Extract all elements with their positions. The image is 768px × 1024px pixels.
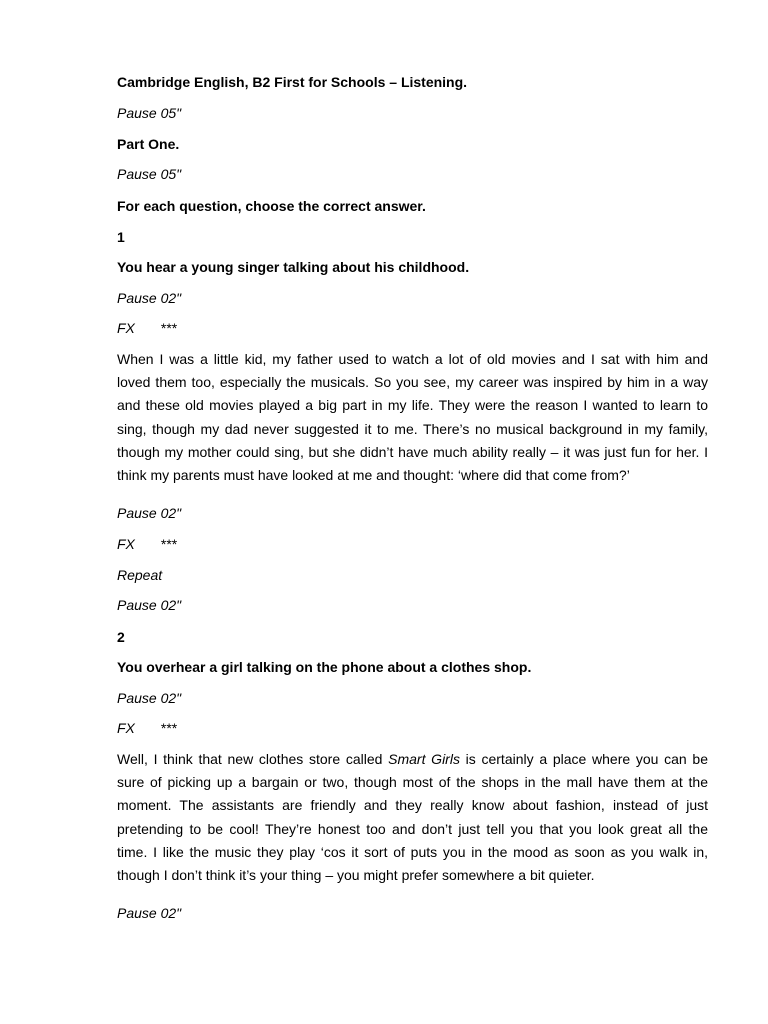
transcript-line: sure of picking up a bargain or two, though most of the shops in the mall have them at the [117,774,708,791]
transcript-paragraph [117,748,708,887]
fx-cue [117,720,177,737]
fx-label: FX [117,536,135,552]
store-name: Smart Girls [388,751,460,767]
document-title: Cambridge English, B2 First for Schools – Listening. [117,74,468,90]
transcript-text: is certainly a place where you can be [459,751,708,767]
transcript-line: moment. The assistants are friendly and they really know about fashion, instead of just [117,797,708,814]
pause-label: Pause 02" [117,905,182,921]
transcript-line: and these old movies played a big part in my life. They were the reason I wanted to learn to [117,397,708,414]
pause-label: Pause 02" [117,690,182,706]
transcript-text: Well, I think that new clothes store called [117,751,389,767]
question-prompt: You hear a young singer talking about his childhood. [117,259,470,275]
fx-stars: *** [160,320,178,336]
fx-stars: *** [160,536,178,552]
fx-cue [117,536,177,553]
transcript-line: loved them too, especially the musicals. So you see, my career was inspired by him in a way [117,374,708,391]
transcript-line [117,748,708,771]
fx-cue [117,320,177,337]
instruction-text: For each question, choose the correct answer. [117,198,426,214]
pause-label: Pause 02" [117,290,182,306]
question-number: 2 [117,629,125,645]
part-heading: Part One. [117,136,180,152]
repeat-label: Repeat [117,567,163,583]
transcript-line: sing, though my dad never suggested it to me. There’s no musical background in my family, [117,420,708,437]
transcript-line: though my mother could sing, but she didn’t have much ability really – it was just fun for her. I [117,443,708,460]
transcript-line: pretending to be cool! They’re honest too and don’t just tell you that you look great all the [117,820,708,837]
transcript-paragraph [117,348,708,487]
pause-label: Pause 05" [117,166,182,182]
transcript-line: think my parents must have looked at me and thought: ‘where did that come from?’ [117,467,630,484]
fx-label: FX [117,720,135,736]
pause-label: Pause 02" [117,505,182,521]
transcript-line: When I was a little kid, my father used to watch a lot of old movies and I sat with him and [117,351,708,367]
transcript-line: time. I like the music they play ‘cos it sort of puts you in the mood as soon as you walk in, [117,843,708,860]
fx-label: FX [117,320,135,336]
fx-stars: *** [160,720,178,736]
question-prompt: You overhear a girl talking on the phone about a clothes shop. [117,659,532,675]
question-number: 1 [117,229,125,245]
pause-label: Pause 02" [117,597,182,613]
transcript-line: though I don’t think it’s your thing – you might prefer somewhere a bit quieter. [117,867,595,884]
pause-label: Pause 05" [117,105,182,121]
